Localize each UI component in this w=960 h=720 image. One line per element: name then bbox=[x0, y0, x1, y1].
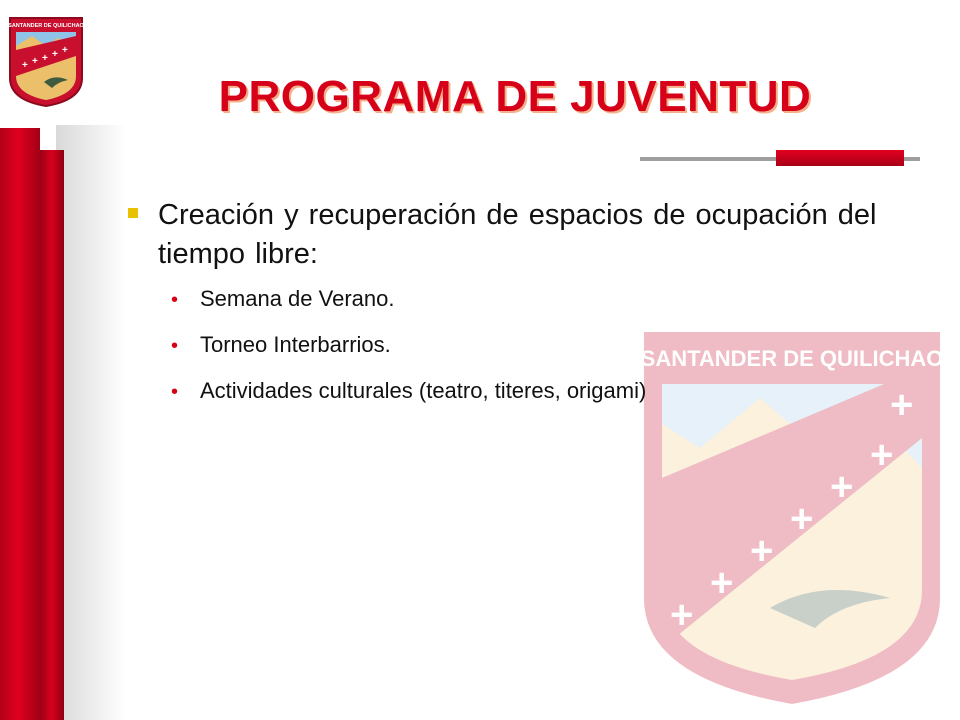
svg-text:+: + bbox=[22, 60, 28, 71]
svg-text:+: + bbox=[830, 465, 854, 509]
page-title: PROGRAMA DE JUVENTUD bbox=[218, 72, 812, 121]
svg-text:+: + bbox=[42, 53, 48, 64]
list-item bbox=[120, 332, 880, 358]
content-area bbox=[120, 196, 880, 424]
dot-bullet-icon: • bbox=[171, 289, 179, 311]
logo-text bbox=[8, 23, 84, 29]
main-bullet-text: Creación y recuperación de espacios de ocupación del tiempo libre: bbox=[158, 199, 877, 270]
dot-bullet-icon: • bbox=[171, 335, 179, 357]
decor-line-red bbox=[776, 150, 904, 166]
svg-text:+: + bbox=[710, 561, 734, 605]
watermark-text: SANTANDER DE QUILICHAO bbox=[640, 346, 944, 371]
sub-bullet-text: Actividades culturales (teatro, titeres, origami) bbox=[200, 378, 647, 403]
square-bullet-icon bbox=[128, 208, 138, 218]
svg-text:+: + bbox=[670, 593, 694, 637]
sub-bullet-list bbox=[120, 286, 880, 404]
list-item bbox=[120, 286, 880, 312]
svg-text:+: + bbox=[52, 49, 58, 60]
municipal-shield-icon bbox=[8, 16, 84, 108]
dot-bullet-icon: • bbox=[171, 381, 179, 403]
svg-text:+: + bbox=[750, 529, 774, 573]
svg-text:SANTANDER DE QUILICHAO: SANTANDER DE QUILICHAO bbox=[8, 23, 84, 29]
sub-bullet-text: Torneo Interbarrios. bbox=[200, 332, 391, 357]
left-red-bar-outer bbox=[0, 128, 40, 720]
left-red-bar-inner bbox=[40, 150, 64, 720]
left-bar-shadow bbox=[56, 125, 126, 720]
svg-text:+: + bbox=[890, 383, 914, 427]
svg-text:+: + bbox=[32, 56, 38, 67]
list-item bbox=[120, 378, 880, 404]
svg-text:+: + bbox=[870, 433, 894, 477]
main-bullet bbox=[120, 196, 880, 274]
svg-text:+: + bbox=[62, 45, 68, 56]
sub-bullet-text: Semana de Verano. bbox=[200, 286, 395, 311]
svg-text:+: + bbox=[790, 497, 814, 541]
